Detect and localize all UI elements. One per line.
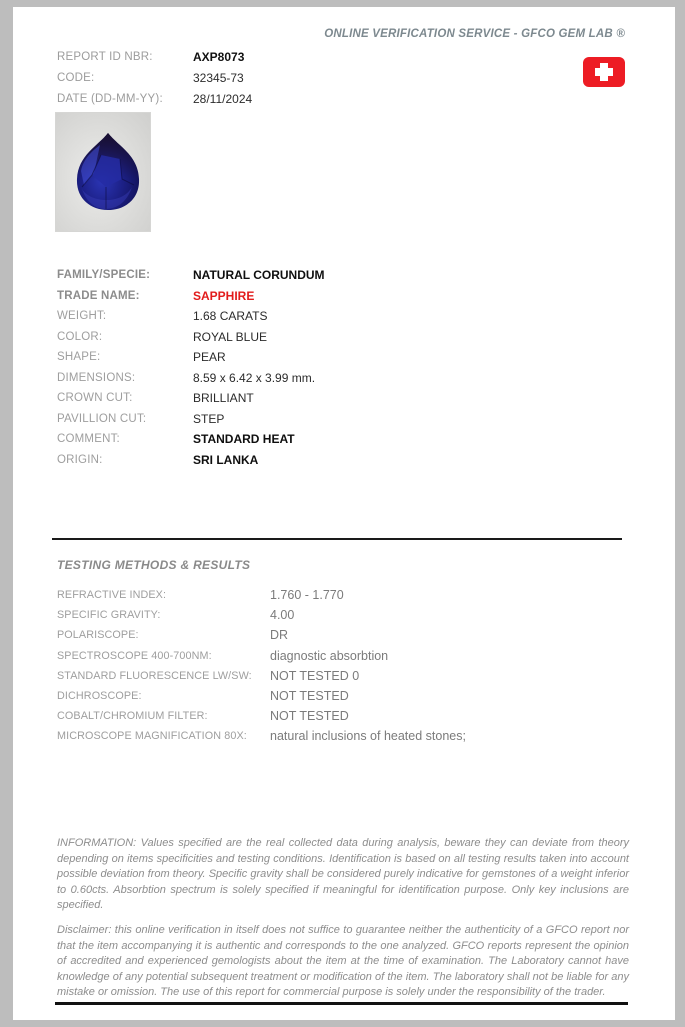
crown-cut-label: CROWN CUT: xyxy=(57,392,133,405)
report-id-value: AXP8073 xyxy=(193,49,245,64)
origin-value: SRI LANKA xyxy=(193,452,259,467)
microscope-label: MICROSCOPE MAGNIFICATION 80X: xyxy=(57,730,247,743)
shape-value: PEAR xyxy=(193,350,226,365)
crown-cut-value: BRILLIANT xyxy=(193,391,254,406)
section-divider-line xyxy=(52,538,622,540)
table-row xyxy=(57,67,252,88)
gem-photo xyxy=(55,112,151,232)
comment-value: STANDARD HEAT xyxy=(193,432,295,447)
sapphire-gem-image xyxy=(56,113,152,233)
report-id-label: REPORT ID NBR: xyxy=(57,50,153,63)
dichroscope-label: DICHROSCOPE: xyxy=(57,690,142,703)
table-row xyxy=(57,686,466,706)
spectroscope-label: SPECTROSCOPE 400-700NM: xyxy=(57,649,212,662)
table-row xyxy=(57,625,466,645)
swiss-cross-horizontal xyxy=(595,68,613,76)
table-row xyxy=(57,605,466,625)
specific-gravity-value: 4.00 xyxy=(270,608,295,623)
code-value: 32345-73 xyxy=(193,70,244,85)
microscope-value: natural inclusions of heated stones; xyxy=(270,729,466,744)
comment-label: COMMENT: xyxy=(57,433,120,446)
certificate-page xyxy=(13,7,675,1020)
report-id-block xyxy=(57,46,252,109)
table-row xyxy=(57,706,466,726)
refractive-index-label: REFRACTIVE INDEX: xyxy=(57,589,167,602)
table-row xyxy=(57,286,325,307)
color-label: COLOR: xyxy=(57,330,103,343)
polariscope-label: POLARISCOPE: xyxy=(57,629,139,642)
table-row xyxy=(57,46,252,67)
dimensions-value: 8.59 x 6.42 x 3.99 mm. xyxy=(193,370,316,385)
pavillion-cut-value: STEP xyxy=(193,411,225,426)
weight-value: 1.68 CARATS xyxy=(193,309,268,324)
table-row xyxy=(57,306,325,327)
table-row xyxy=(57,726,466,746)
table-row xyxy=(57,88,252,109)
table-row xyxy=(57,368,325,389)
code-label: CODE: xyxy=(57,71,95,84)
testing-results-block xyxy=(57,585,466,747)
cobalt-filter-label: COBALT/CHROMIUM FILTER: xyxy=(57,710,208,723)
color-value: ROYAL BLUE xyxy=(193,329,268,344)
table-row xyxy=(57,409,325,430)
origin-label: ORIGIN: xyxy=(57,453,103,466)
table-row xyxy=(57,347,325,368)
cobalt-filter-value: NOT TESTED xyxy=(270,709,349,724)
table-row xyxy=(57,429,325,450)
family-value: NATURAL CORUNDUM xyxy=(193,268,325,283)
fluorescence-label: STANDARD FLUORESCENCE LW/SW: xyxy=(57,669,252,682)
gem-details-block xyxy=(57,265,325,470)
pavillion-cut-label: PAVILLION CUT: xyxy=(57,412,147,425)
trade-name-value: SAPPHIRE xyxy=(193,288,255,303)
bottom-rule-line xyxy=(55,1002,628,1005)
testing-section-heading: TESTING METHODS & RESULTS xyxy=(57,558,251,572)
family-label: FAMILY/SPECIE: xyxy=(57,269,151,282)
disclaimer-paragraph: Disclaimer: this online verification in itself does not suffice to guarantee neither the authenticity of a GFCO report nor that the item accompanying it is authentic and corresponds to the one analyzed. GFCO reports represent the opinion of accredited and experienced gemologists about the item at the time of examination. The Laboratory cannot have knowledge of any potential subsequent treatment or modification of the item. The laboratory shall not be liable for any mistake or omission. The use of this report for commercial purpose is solely under the responsibility of the trader. xyxy=(57,924,629,999)
trade-name-label: TRADE NAME: xyxy=(57,289,140,302)
spectroscope-value: diagnostic absorbtion xyxy=(270,648,389,663)
dichroscope-value: NOT TESTED xyxy=(270,689,349,704)
table-row xyxy=(57,646,466,666)
fluorescence-value: NOT TESTED 0 xyxy=(270,668,360,683)
table-row xyxy=(57,327,325,348)
polariscope-value: DR xyxy=(270,628,289,643)
refractive-index-value: 1.760 - 1.770 xyxy=(270,588,344,603)
date-label: DATE (DD-MM-YY): xyxy=(57,92,163,105)
table-row xyxy=(57,666,466,686)
date-value: 28/11/2024 xyxy=(193,91,253,106)
shape-label: SHAPE: xyxy=(57,351,101,364)
table-row xyxy=(57,265,325,286)
specific-gravity-label: SPECIFIC GRAVITY: xyxy=(57,609,161,622)
swiss-flag-icon xyxy=(583,57,625,87)
table-row xyxy=(57,388,325,409)
table-row xyxy=(57,450,325,471)
dimensions-label: DIMENSIONS: xyxy=(57,371,136,384)
weight-label: WEIGHT: xyxy=(57,310,107,323)
table-row xyxy=(57,585,466,605)
page-title: ONLINE VERIFICATION SERVICE - GFCO GEM LAB ® xyxy=(324,28,625,40)
information-paragraph: INFORMATION: Values specified are the real collected data during analysis, beware they can deviate from theory depending on items specificities and testing conditions. Identification is based on all testing results taken into account possible deviation from theory. Specific gravity shall be considered purely indicative for gemstones of a weight inferior to 0.60cts. Absorbtion spectrum is solely specified if meaningful for identification purpose. Only key inclusions are specified. xyxy=(57,837,629,912)
